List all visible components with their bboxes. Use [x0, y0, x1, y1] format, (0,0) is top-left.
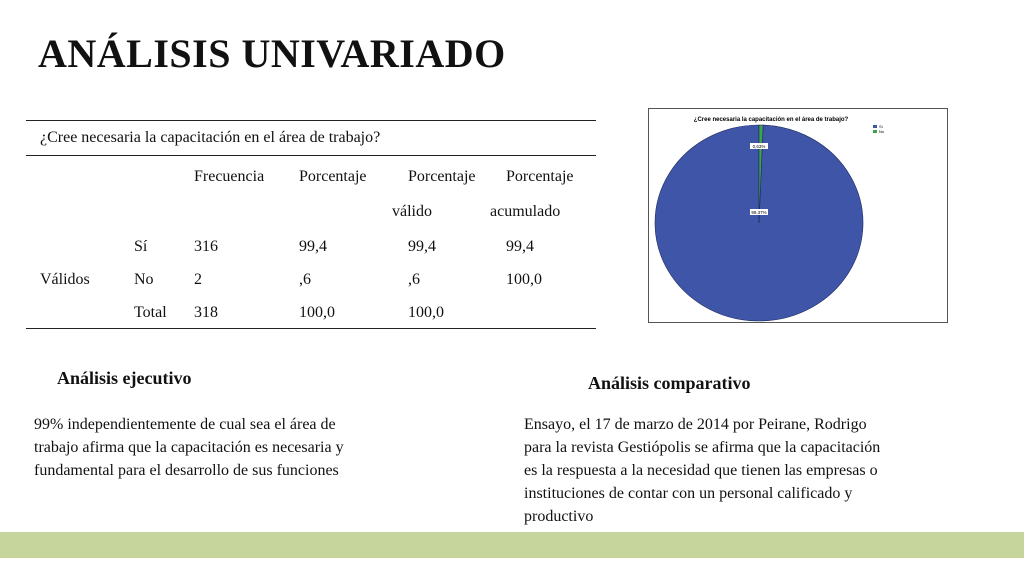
- comparative-line: productivo: [524, 508, 594, 525]
- row-si-valido: 99,4: [408, 238, 436, 255]
- row-no-acumulado: 100,0: [506, 271, 542, 288]
- header-frecuencia: Frecuencia: [194, 168, 265, 185]
- row-no-porcentaje: ,6: [299, 271, 311, 288]
- executive-line: fundamental para el desarrollo de sus funciones: [34, 462, 339, 479]
- row-no-label: No: [134, 271, 154, 288]
- chart-title: ¿Cree necesaria la capacitación en el área de trabajo?: [693, 117, 849, 123]
- frequency-table: [26, 120, 596, 329]
- header-acumulado-line1: Porcentaje: [506, 168, 574, 185]
- table-question: ¿Cree necesaria la capacitación en el área de trabajo?: [26, 120, 596, 156]
- row-total-label: Total: [134, 304, 167, 321]
- executive-line: trabajo afirma que la capacitación es necesaria y: [34, 439, 344, 456]
- table-body: [26, 156, 596, 329]
- comparative-line: para la revista Gestiópolis se afirma que la capacitación: [524, 439, 881, 456]
- legend-label-no: No: [879, 129, 885, 134]
- row-total-valido: 100,0: [408, 304, 444, 321]
- executive-text: [34, 413, 344, 482]
- legend-label-si: Sí: [879, 124, 883, 129]
- page-title: ANÁLISIS UNIVARIADO: [38, 31, 506, 76]
- header-acumulado-line2: acumulado: [490, 203, 561, 220]
- comparative-heading: Análisis comparativo: [588, 373, 751, 393]
- group-label-validos: Válidos: [40, 271, 90, 288]
- footer-bar: [0, 532, 1024, 558]
- pie-label-no: 0,63%: [752, 144, 766, 149]
- comparative-text: [524, 413, 880, 528]
- comparative-line: Ensayo, el 17 de marzo de 2014 por Peirane, Rodrigo: [524, 416, 867, 433]
- row-total-frecuencia: 318: [194, 304, 218, 321]
- row-no-frecuencia: 2: [194, 271, 202, 288]
- row-no-valido: ,6: [408, 271, 420, 288]
- legend-swatch-si: [873, 125, 877, 128]
- row-si-label: Sí: [134, 238, 148, 255]
- header-valido-line2: válido: [392, 203, 432, 220]
- executive-line: 99% independientemente de cual sea el área de: [34, 416, 336, 433]
- pie-chart: [649, 109, 947, 322]
- pie-chart-panel: [648, 108, 948, 323]
- row-total-porcentaje: 100,0: [299, 304, 335, 321]
- comparative-line: instituciones de contar con un personal calificado y: [524, 485, 853, 502]
- row-si-acumulado: 99,4: [506, 238, 534, 255]
- row-si-porcentaje: 99,4: [299, 238, 327, 255]
- pie-label-si: 99,37%: [751, 210, 767, 215]
- header-valido-line1: Porcentaje: [408, 168, 476, 185]
- legend-swatch-no: [873, 130, 877, 133]
- row-si-frecuencia: 316: [194, 238, 218, 255]
- header-porcentaje: Porcentaje: [299, 168, 367, 185]
- comparative-line: es la respuesta a la necesidad que tienen las empresas o: [524, 462, 878, 479]
- executive-heading: Análisis ejecutivo: [57, 368, 192, 388]
